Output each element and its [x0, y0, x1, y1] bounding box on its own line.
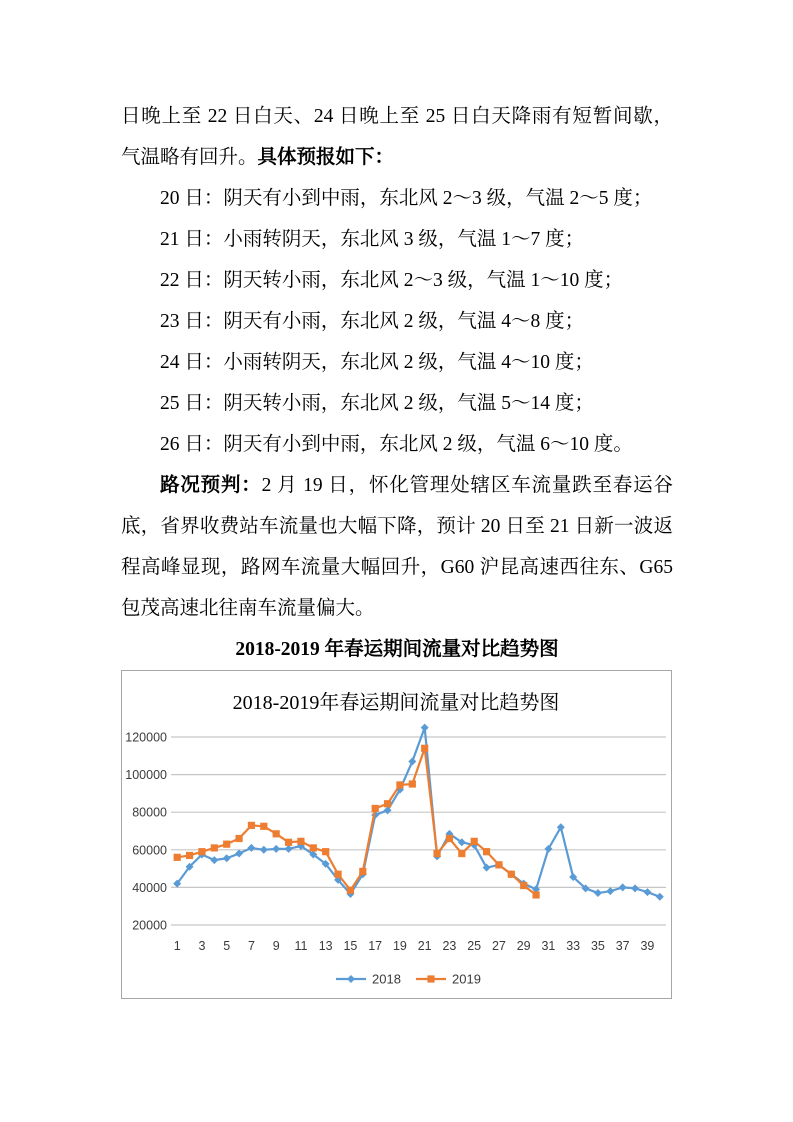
paragraph-text: 气温略有回升。: [121, 147, 258, 168]
svg-text:21: 21: [417, 939, 432, 953]
forecast-line: 24 日：小雨转阴天，东北风 2 级，气温 4～10 度；: [160, 352, 594, 373]
svg-text:19: 19: [392, 939, 407, 953]
svg-text:23: 23: [442, 939, 457, 953]
svg-text:31: 31: [541, 939, 556, 953]
svg-text:33: 33: [566, 939, 581, 953]
svg-text:20000: 20000: [132, 918, 167, 933]
svg-text:37: 37: [615, 939, 630, 953]
svg-text:7: 7: [247, 939, 255, 953]
x-axis-labels: [174, 939, 655, 953]
forecast-line: 26 日：阴天有小到中雨，东北风 2 级，气温 6～10 度。: [160, 434, 633, 455]
traffic-chart-frame: [121, 670, 672, 999]
chart-caption: 2018-2019 年春运期间流量对比趋势图: [235, 639, 559, 660]
svg-text:40000: 40000: [132, 880, 167, 895]
forecast-line: 23 日：阴天有小雨，东北风 2 级，气温 4～8 度；: [160, 311, 585, 332]
svg-text:1: 1: [173, 939, 181, 953]
forecast-line: 21 日：小雨转阴天，东北风 3 级，气温 1～7 度；: [160, 229, 585, 250]
svg-text:100000: 100000: [125, 768, 167, 783]
svg-text:13: 13: [318, 939, 333, 953]
forecast-line: 25 日：阴天转小雨，东北风 2 级，气温 5～14 度；: [160, 393, 594, 414]
svg-text:120000: 120000: [125, 730, 167, 745]
svg-text:27: 27: [491, 939, 506, 953]
svg-text:5: 5: [223, 939, 231, 953]
series-2019: [174, 745, 540, 899]
forecast-line: 20 日：阴天有小到中雨，东北风 2～3 级，气温 2～5 度；: [160, 188, 653, 209]
traffic-comparison-chart: [122, 671, 671, 998]
svg-text:11: 11: [294, 939, 308, 953]
road-forecast-line: 包茂高速北往南车流量偏大。: [121, 598, 375, 619]
svg-text:15: 15: [343, 939, 358, 953]
svg-text:2019: 2019: [452, 971, 481, 987]
road-forecast-line: [121, 465, 673, 506]
paragraph-line: [121, 137, 673, 178]
svg-text:60000: 60000: [132, 843, 167, 858]
document-body: [121, 96, 673, 999]
chart-legend: [336, 972, 481, 987]
road-forecast-heading: 路况预判：: [160, 475, 262, 496]
svg-text:39: 39: [640, 939, 655, 953]
svg-text:29: 29: [516, 939, 531, 953]
svg-text:25: 25: [467, 939, 482, 953]
svg-text:3: 3: [198, 939, 206, 953]
svg-text:80000: 80000: [132, 805, 167, 820]
svg-text:17: 17: [368, 939, 383, 953]
svg-text:9: 9: [272, 939, 280, 953]
road-forecast-line: 底，省界收费站车流量也大幅下降，预计 20 日至 21 日新一波返: [121, 516, 673, 537]
paragraph-text: 2 月 19 日，怀化管理处辖区车流量跌至春运谷: [261, 475, 673, 496]
paragraph-line: 日晚上至 22 日白天、24 日晚上至 25 日白天降雨有短暂间歇，: [121, 106, 673, 127]
forecast-line: 22 日：阴天转小雨，东北风 2～3 级，气温 1～10 度；: [160, 270, 624, 291]
svg-text:35: 35: [590, 939, 605, 953]
chart-title: 2018-2019年春运期间流量对比趋势图: [232, 692, 560, 714]
forecast-heading: 具体预报如下：: [257, 147, 395, 168]
y-axis-labels: [125, 731, 167, 933]
svg-text:2018: 2018: [372, 971, 401, 987]
road-forecast-line: 程高峰显现，路网车流量大幅回升，G60 沪昆高速西往东、G65: [121, 557, 673, 578]
